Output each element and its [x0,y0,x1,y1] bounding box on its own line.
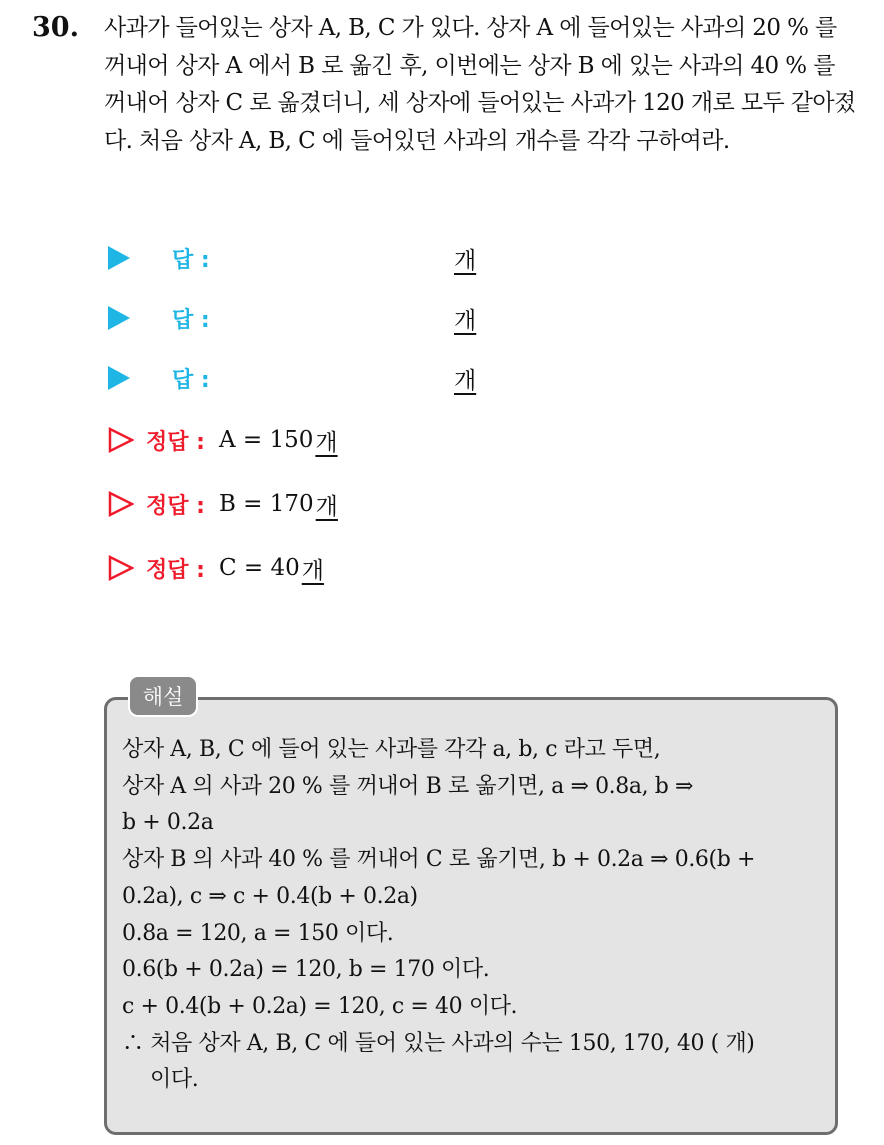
answer-unit: 개 [454,307,477,334]
solution-line-1: 상자 A, B, C 에 들어 있는 사과를 각각 a, b, c 라고 두면, [122,737,661,762]
solution-line-10: 이다. [150,1067,199,1093]
problem [32,10,862,160]
answer-unit: 개 [454,247,477,274]
correct-value: B = 170 [218,491,314,517]
outline-triangle-icon [108,427,134,453]
correct-label: 정답 : [146,557,205,583]
play-arrow-icon [108,366,130,390]
solution-line-3: b + 0.2a [122,810,214,836]
answer-row-3[interactable] [108,358,477,398]
correct-value: C = 40 [218,555,300,581]
solution-line-6: 0.8a = 120, a = 150 이다. [122,920,394,946]
solution-line-5: 0.2a), c ⇒ c + 0.4(b + 0.2a) [122,883,418,909]
answer-label: 답 : [172,307,210,333]
question-number: 30. [32,12,79,43]
solution-line-9: ∴ 처음 상자 A, B, C 에 들어 있는 사과의 수는 150, 170, 40 ( 개) [122,1030,755,1056]
correct-unit: 개 [315,493,338,520]
answer-unit: 개 [454,367,477,394]
correct-value: A = 150 [218,427,314,453]
correct-answer-row-1 [108,420,338,460]
correct-unit: 개 [301,557,324,584]
play-arrow-icon [108,306,130,330]
correct-label: 정답 : [146,493,205,519]
outline-triangle-icon [108,491,134,517]
correct-unit: 개 [315,429,338,456]
solution-line-8: c + 0.4(b + 0.2a) = 120, c = 40 이다. [122,993,518,1019]
question-text: 사과가 들어있는 상자 A, B, C 가 있다. 상자 A 에 들어있는 사과의 20 % 를 꺼내어 상자 A 에서 B 로 옮긴 후, 이번에는 상자 B 에 있는 사과의 40 % 를 꺼내어 상자 C 로 옮겼더니, 세 상자에 들어있는 사과가 120 개로 모두 같아졌다. 처음 상자 A, B, C 에 들어있던 사과의 개수를 각각 구하여라. [104,15,856,154]
outline-triangle-icon [108,555,134,581]
answer-row-1[interactable] [108,238,477,278]
solution-text [122,732,827,1099]
correct-label: 정답 : [146,429,205,455]
answer-label: 답 : [172,367,210,393]
play-arrow-icon [108,246,130,270]
solution-line-4: 상자 B 의 사과 40 % 를 꺼내어 C 로 옮기면, b + 0.2a ⇒ 0.6(b + [122,847,756,873]
solution-line-7: 0.6(b + 0.2a) = 120, b = 170 이다. [122,957,490,983]
answer-label: 답 : [172,247,210,273]
answer-row-2[interactable] [108,298,477,338]
solution-tag: 해설 [128,675,198,717]
correct-answer-row-3 [108,548,324,588]
solution-line-2: 상자 A 의 사과 20 % 를 꺼내어 B 로 옮기면, a ⇒ 0.8a, b ⇒ [122,773,694,799]
correct-answer-row-2 [108,484,338,524]
